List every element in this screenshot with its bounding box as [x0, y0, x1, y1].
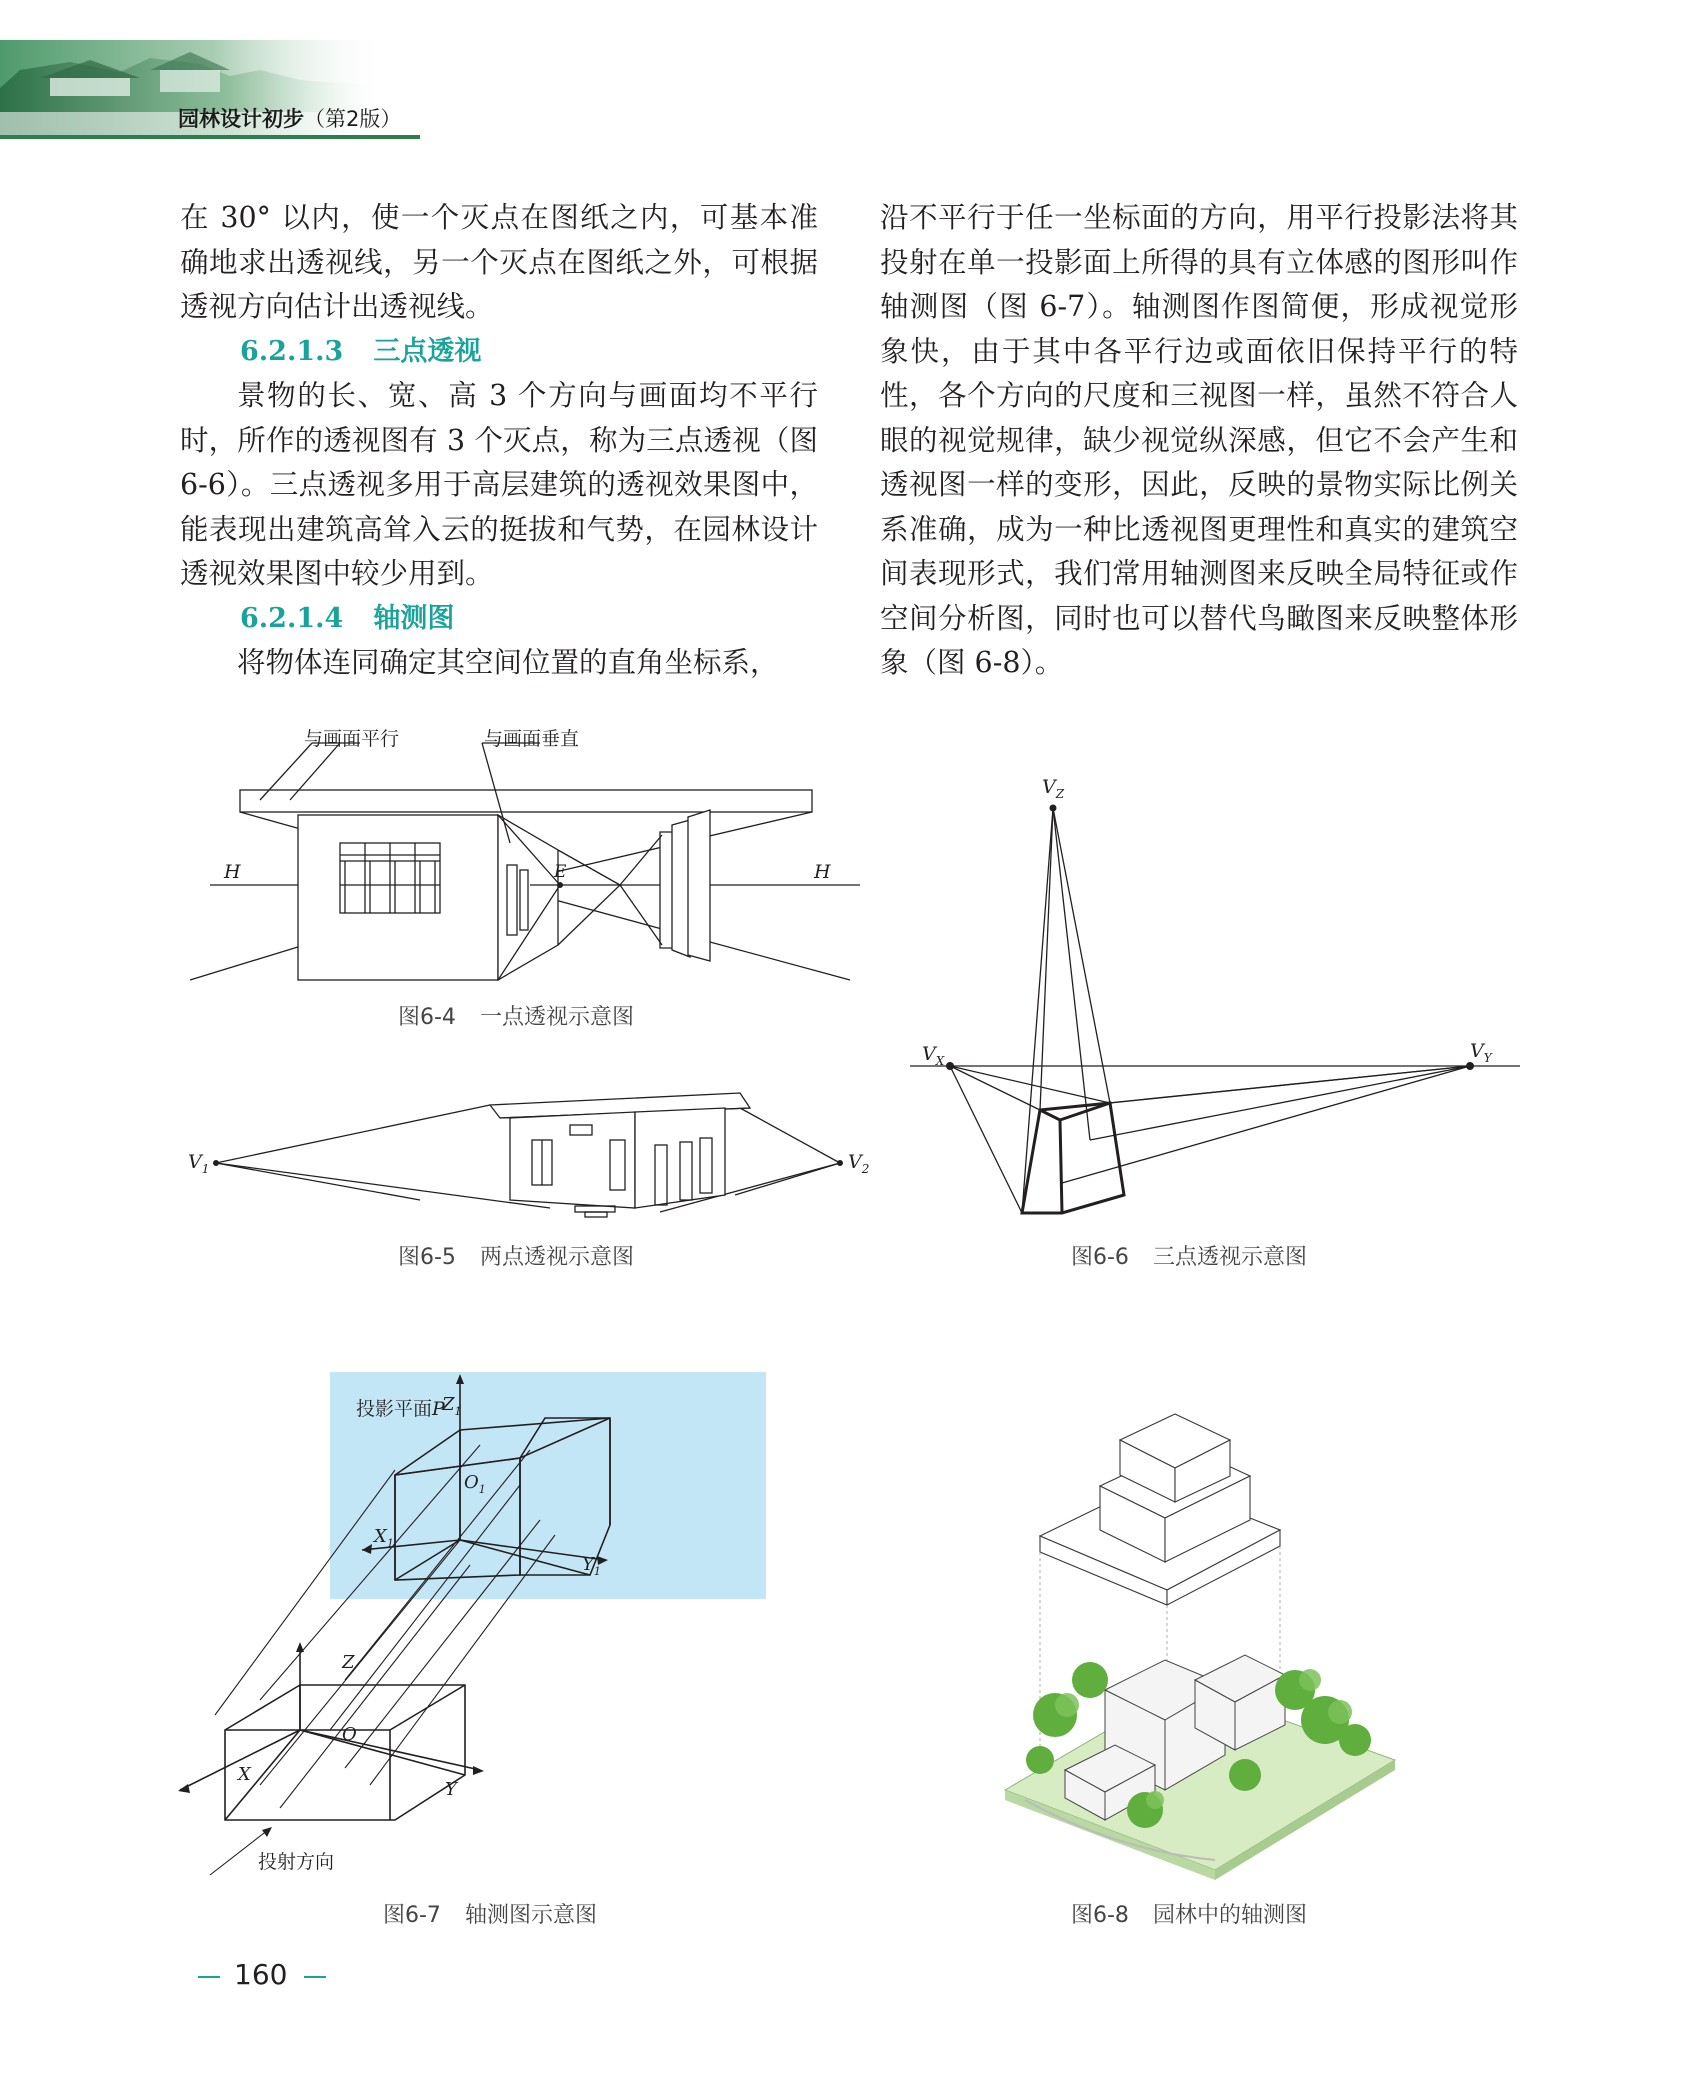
caption-number: 图6-4	[398, 1005, 456, 1030]
vanishing-point-e	[557, 882, 563, 888]
figure-6-5	[180, 1050, 880, 1230]
right-column	[880, 196, 1518, 686]
page-number-dash-right	[304, 1976, 326, 1978]
label-h-right: H	[814, 861, 831, 883]
caption-text: 园林中的轴测图	[1152, 1903, 1307, 1928]
label-o: O	[342, 1724, 357, 1745]
caption-6-5	[398, 1240, 634, 1271]
page-number: 160	[234, 1958, 288, 1991]
page-number-dash-left	[198, 1976, 220, 1978]
caption-number: 图6-8	[1071, 1903, 1129, 1928]
section-number: 6.2.1.3	[240, 335, 344, 367]
caption-6-6	[1071, 1240, 1307, 1271]
label-e: E	[554, 862, 567, 882]
label-z: Z	[342, 1652, 355, 1673]
section-title: 轴测图	[373, 602, 455, 634]
label-projection-direction: 投射方向	[258, 1851, 335, 1873]
left-column	[180, 196, 818, 686]
label-x1: $X_1$	[374, 1526, 394, 1550]
paragraph: 沿不平行于任一坐标面的方向，用平行投影法将其投射在单一投影面上所得的具有立体感的图形叫作轴测图（图 6-7）。轴测图作图简便，形成视觉形象快，由于其中各平行边或面依旧保持平行的特性，各个方向的尺度和三视图一样，虽然不符合人眼的视觉规律，缺少视觉纵深感，但它不会产生和透视图一样的变形，因此，反映的景物实际比例关系准确，成为一种比透视图更理性和真实的建筑空间表现形式，我们常用轴测图来反映全局特征或作空间分析图，同时也可以替代鸟瞰图来反映整体形象（图 6-8）。	[880, 201, 1518, 679]
label-vy: $V_Y$	[1470, 1040, 1492, 1065]
paragraph: 景物的长、宽、高 3 个方向与画面均不平行时，所作的透视图有 3 个灭点，称为三点透视（图 6-6）。三点透视多用于高层建筑的透视效果图中，能表现出建筑高耸入云的挺拔和气势，在园林设计透视效果图中较少用到。	[180, 379, 818, 590]
label-vz: $V_Z$	[1042, 776, 1065, 801]
figure-6-6	[910, 765, 1530, 1225]
paragraph: 在 30° 以内，使一个灭点在图纸之内，可基本准确地求出透视线，另一个灭点在图纸之外，可根据透视方向估计出透视线。	[180, 201, 818, 323]
caption-number: 图6-6	[1071, 1245, 1129, 1270]
caption-text: 轴测图示意图	[464, 1903, 597, 1928]
figure-6-4	[200, 725, 880, 985]
label-o1: $O_1$	[464, 1472, 486, 1496]
label-y1: $Y_1$	[582, 1554, 601, 1578]
caption-text: 两点透视示意图	[479, 1245, 634, 1270]
label-v1: $V_1$	[188, 1151, 210, 1176]
caption-text: 三点透视示意图	[1152, 1245, 1307, 1270]
label-projection-plane: 投影平面P	[356, 1398, 445, 1420]
label-x: X	[238, 1764, 251, 1785]
caption-6-4	[398, 1000, 634, 1031]
paragraph: 将物体连同确定其空间位置的直角坐标系，	[237, 646, 779, 679]
label-parallel: 与画面平行	[304, 728, 400, 750]
caption-number: 图6-5	[398, 1245, 456, 1270]
section-heading	[180, 597, 818, 642]
section-title: 三点透视	[373, 335, 482, 367]
section-number: 6.2.1.4	[240, 602, 344, 634]
label-z1: $Z_1$	[442, 1394, 462, 1418]
book-title: 园林设计初步	[178, 107, 304, 131]
caption-text: 一点透视示意图	[479, 1005, 634, 1030]
label-h-left: H	[224, 861, 241, 883]
figure-6-7	[220, 1370, 800, 1880]
caption-6-7	[383, 1898, 597, 1929]
figure-6-8	[995, 1380, 1415, 1880]
label-v2: $V_2$	[848, 1151, 870, 1176]
caption-number: 图6-7	[383, 1903, 441, 1928]
book-edition: （第2版）	[304, 107, 402, 131]
caption-6-8	[1071, 1898, 1307, 1929]
label-y: Y	[445, 1779, 457, 1800]
running-header	[178, 103, 401, 133]
section-heading	[180, 330, 818, 375]
label-vx: $V_X$	[922, 1043, 945, 1068]
label-perpendicular: 与画面垂直	[484, 728, 580, 750]
